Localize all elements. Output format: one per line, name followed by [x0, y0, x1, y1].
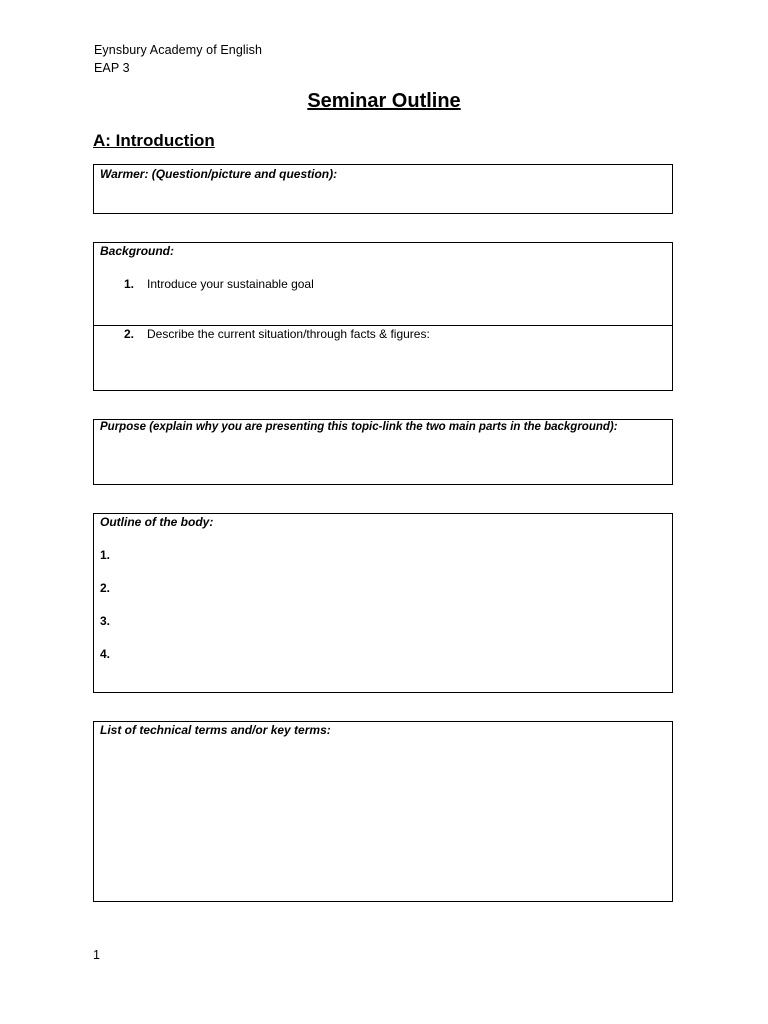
outline-item-3: 3. — [100, 614, 111, 628]
warmer-label: Warmer: (Question/picture and question): — [100, 167, 338, 181]
purpose-box[interactable] — [93, 419, 673, 485]
outline-box[interactable] — [93, 513, 673, 693]
background-item-2-text: Describe the current situation/through facts & figures: — [147, 327, 430, 341]
background-label: Background: — [100, 244, 175, 258]
background-item-1-number: 1. — [124, 277, 135, 291]
background-divider — [94, 325, 672, 326]
page-title: Seminar Outline — [307, 90, 461, 112]
outline-item-4: 4. — [100, 647, 111, 661]
outline-label: Outline of the body: — [100, 515, 214, 529]
section-heading: A: Introduction — [93, 131, 215, 150]
purpose-label: Purpose (explain why you are presenting this topic-link the two main parts in the background): — [100, 421, 618, 433]
background-box[interactable] — [93, 242, 673, 391]
background-item-2-number: 2. — [124, 327, 135, 341]
outline-item-2: 2. — [100, 581, 111, 595]
background-item-1-text: Introduce your sustainable goal — [147, 277, 314, 291]
page-number: 1 — [93, 948, 100, 962]
institution-name: Eynsbury Academy of English — [94, 43, 263, 57]
course-code: EAP 3 — [94, 61, 130, 75]
outline-item-1: 1. — [100, 548, 111, 562]
terms-label: List of technical terms and/or key terms: — [100, 723, 331, 737]
warmer-box[interactable] — [93, 164, 673, 214]
terms-box[interactable] — [93, 721, 673, 902]
